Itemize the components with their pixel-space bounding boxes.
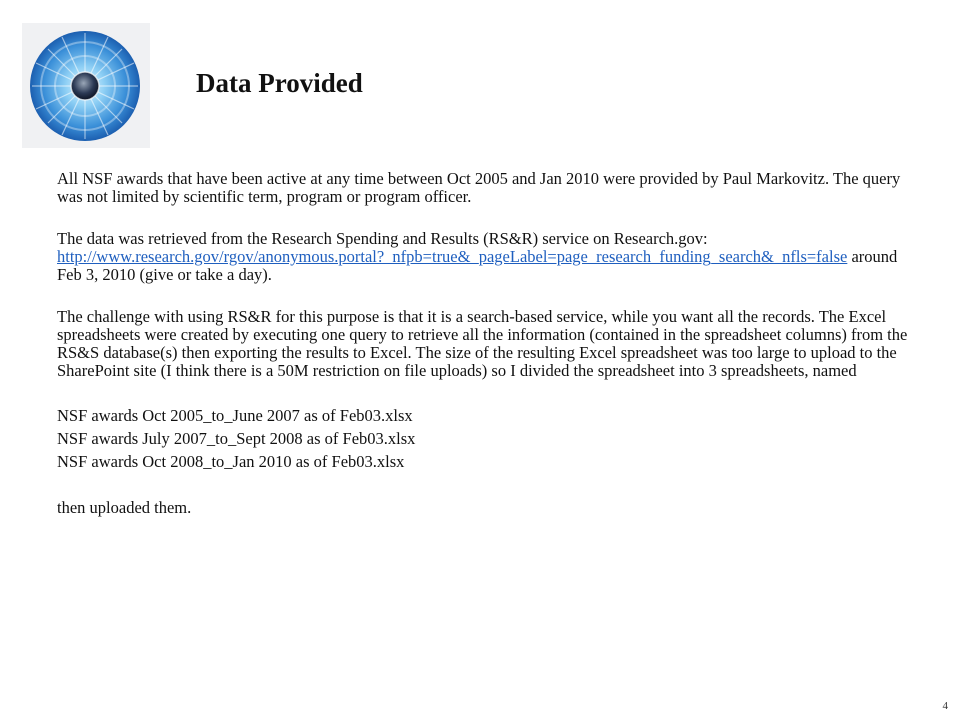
file-list-item: NSF awards Oct 2008_to_Jan 2010 as of Feb03.xlsx — [57, 452, 405, 471]
paragraph-data-source — [57, 230, 912, 284]
file-list — [57, 404, 912, 473]
paragraph-uploaded: then uploaded them. — [57, 498, 192, 517]
file-list-item: NSF awards July 2007_to_Sept 2008 as of Feb03.xlsx — [57, 429, 416, 448]
data-source-text: The data was retrieved from the Research Spending and Results (RS&R) service on Research.gov: — [57, 229, 708, 248]
research-gov-link[interactable]: http://www.research.gov/rgov/anonymous.portal?_nfpb=true&_pageLabel=page_research_funding_search&_nfls=false — [57, 247, 848, 266]
data-source-date-text: around Feb 3, 2010 (give or take a day). — [57, 247, 898, 284]
page-number: 4 — [942, 700, 948, 712]
slide-title: Data Provided — [196, 68, 363, 98]
slide-body — [57, 170, 912, 517]
file-list-item: NSF awards Oct 2005_to_June 2007 as of Feb03.xlsx — [57, 406, 413, 425]
paragraph-awards-scope: All NSF awards that have been active at any time between Oct 2005 and Jan 2010 were provided by Paul Markovitz. The query was not limited by scientific term, program or program officer. — [57, 169, 901, 206]
paragraph-challenge: The challenge with using RS&R for this purpose is that it is a search-based service, while you want all the records. The Excel spreadsheets were created by executing one query to retrieve all the information (contained in the spreadsheet columns) from the RS&S database(s) then exporting the results to Excel. The size of the resulting Excel spreadsheet was too large to upload to the SharePoint site (I think there is a 50M restriction on file uploads) so I divided the spreadsheet into 3 spreadsheets, named — [57, 307, 908, 380]
eye-globe-logo-icon — [22, 23, 150, 148]
